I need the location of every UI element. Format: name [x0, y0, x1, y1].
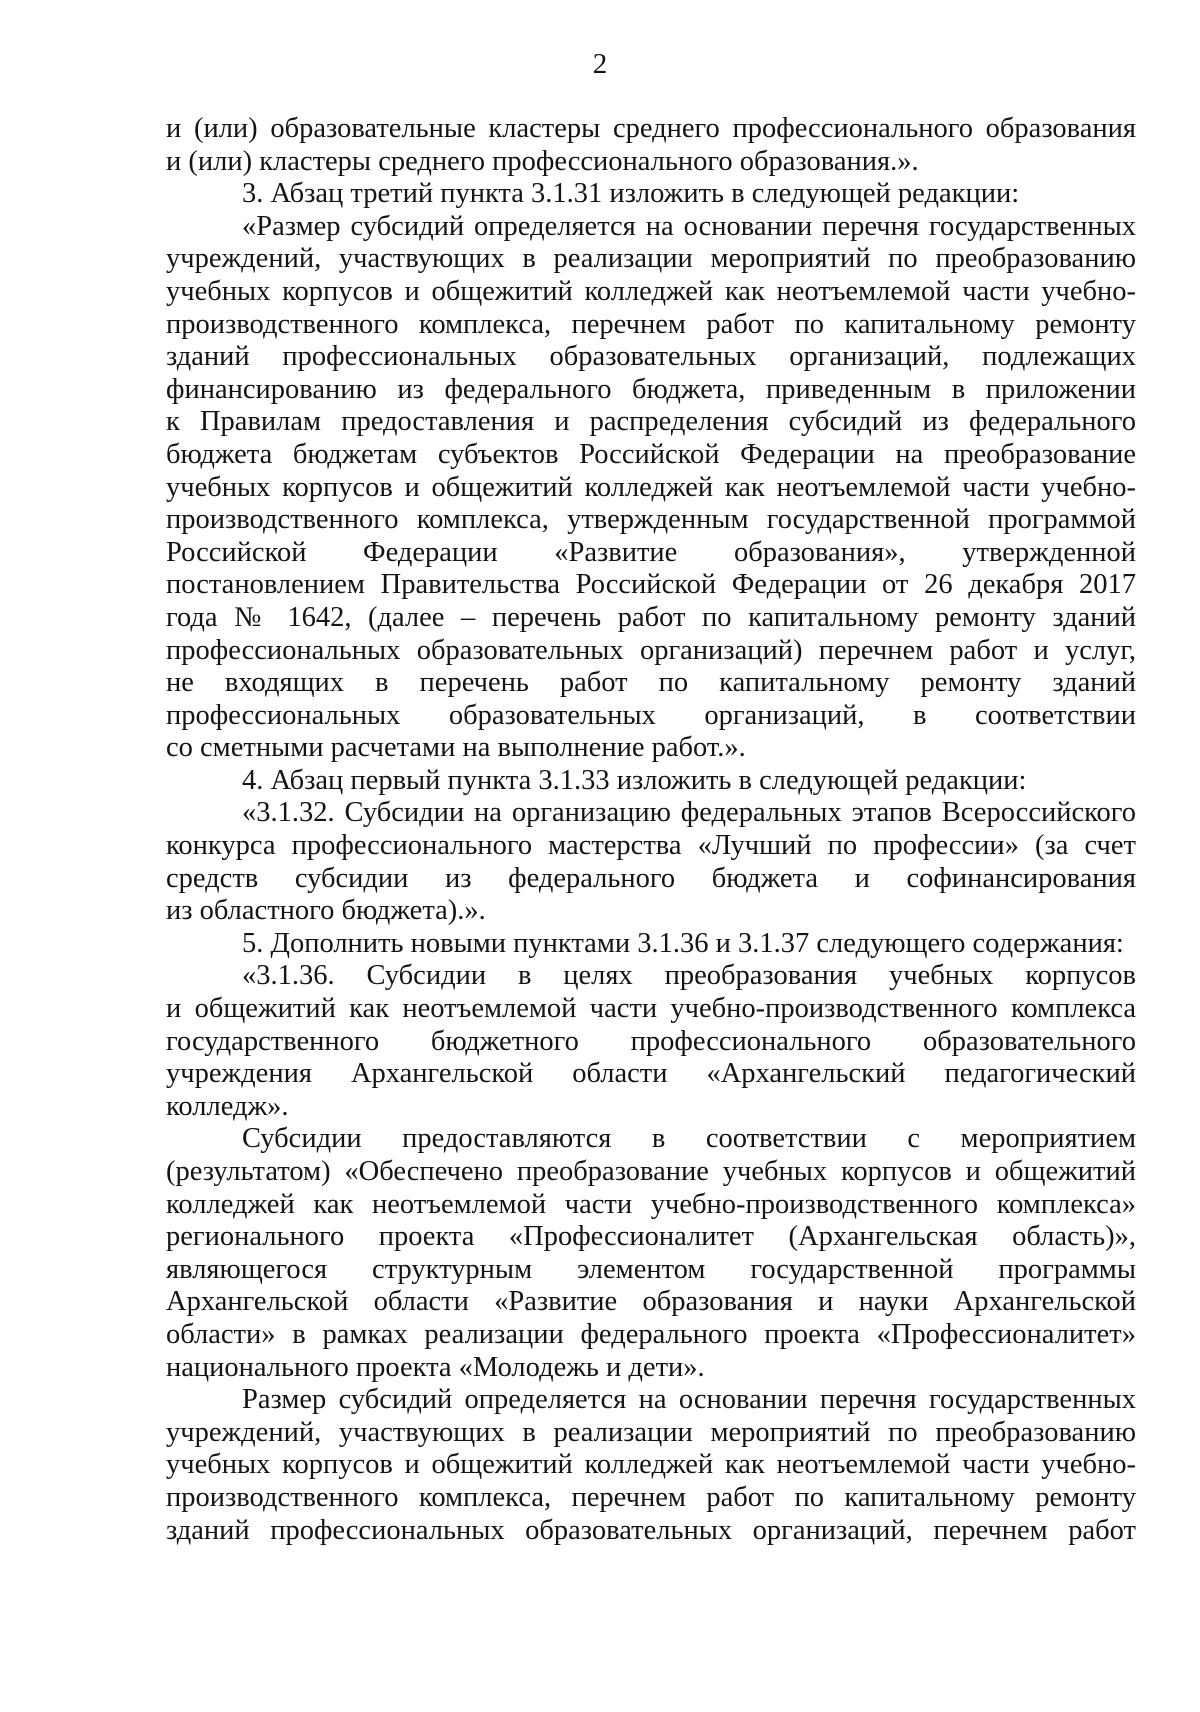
text-line: со сметными расчетами на выполнение работ.». — [166, 732, 746, 764]
page-number: 2 — [592, 48, 608, 80]
text-line: колледж». — [166, 1090, 289, 1122]
text-line: профессиональных образовательных организаций) перечнем работ и услуг, — [166, 634, 1136, 666]
text-line: национального проекта «Молодежь и дети». — [166, 1351, 705, 1383]
text-line: из областного бюджета).». — [166, 895, 486, 927]
text-line: Российской Федерации «Развитие образования», утвержденной — [166, 536, 1136, 568]
text-line: зданий профессиональных образовательных организаций, перечнем работ — [166, 1514, 1136, 1546]
text-line: профессиональных образовательных организаций, в соответствии — [166, 699, 1136, 731]
text-line: производственного комплекса, перечнем работ по капитальному ремонту — [166, 308, 1136, 340]
text-line: учреждений, участвующих в реализации мероприятий по преобразованию — [166, 1416, 1136, 1448]
text-line: колледжей как неотъемлемой части учебно-производственного комплекса» — [166, 1188, 1136, 1220]
text-line: и общежитий как неотъемлемой части учебно-производственного комплекса — [166, 993, 1136, 1025]
document-body — [166, 113, 1136, 1547]
text-line: 5. Дополнить новыми пунктами 3.1.36 и 3.1.37 следующего содержания: — [242, 927, 1124, 959]
text-line: учебных корпусов и общежитий колледжей как неотъемлемой части учебно- — [166, 1449, 1136, 1481]
text-line: бюджета бюджетам субъектов Российской Федерации на преобразование — [166, 438, 1136, 470]
text-line: являющегося структурным элементом государственной программы — [166, 1253, 1136, 1285]
text-line: Архангельской области «Развитие образования и науки Архангельской — [166, 1286, 1136, 1318]
text-line: производственного комплекса, перечнем работ по капитальному ремонту — [166, 1481, 1136, 1513]
text-line: Размер субсидий определяется на основании перечня государственных — [242, 1384, 1136, 1416]
text-line: учреждений, участвующих в реализации мероприятий по преобразованию — [166, 243, 1136, 275]
text-line: и (или) образовательные кластеры среднего профессионального образования — [166, 113, 1136, 144]
text-line: регионального проекта «Профессионалитет (Архангельская область)», — [166, 1221, 1136, 1253]
text-line: учебных корпусов и общежитий колледжей как неотъемлемой части учебно- — [166, 471, 1136, 503]
text-line: и (или) кластеры среднего профессионального образования.». — [166, 145, 919, 177]
text-line: зданий профессиональных образовательных организаций, подлежащих — [166, 341, 1136, 373]
text-line: года № 1642, (далее – перечень работ по капитальному ремонту зданий — [166, 601, 1136, 633]
text-line: 3. Абзац третий пункта 3.1.31 изложить в следующей редакции: — [242, 178, 1020, 210]
text-line: производственного комплекса, утвержденным государственной программой — [166, 504, 1136, 536]
text-line: средств субсидии из федерального бюджета и софинансирования — [166, 862, 1136, 894]
text-line: не входящих в перечень работ по капитальному ремонту зданий — [166, 667, 1136, 699]
text-line: области» в рамках реализации федерального проекта «Профессионалитет» — [166, 1318, 1136, 1350]
text-line: учебных корпусов и общежитий колледжей как неотъемлемой части учебно- — [166, 275, 1136, 307]
text-line: учреждения Архангельской области «Архангельский педагогический — [166, 1058, 1136, 1090]
text-line: государственного бюджетного профессионального образовательного — [166, 1025, 1136, 1057]
text-line: «3.1.36. Субсидии в целях преобразования учебных корпусов — [242, 960, 1136, 992]
text-line: к Правилам предоставления и распределения субсидий из федерального — [166, 406, 1136, 438]
text-line: постановлением Правительства Российской Федерации от 26 декабря 2017 — [166, 569, 1136, 601]
text-line: конкурса профессионального мастерства «Лучший по профессии» (за счет — [166, 830, 1136, 862]
text-line: финансированию из федерального бюджета, приведенным в приложении — [166, 373, 1136, 405]
text-line: «Размер субсидий определяется на основании перечня государственных — [242, 210, 1136, 242]
text-line: (результатом) «Обеспечено преобразование учебных корпусов и общежитий — [166, 1156, 1136, 1187]
text-line: Субсидии предоставляются в соответствии с мероприятием — [242, 1123, 1136, 1155]
text-line: 4. Абзац первый пункта 3.1.33 изложить в следующей редакции: — [242, 764, 1027, 796]
text-line: «3.1.32. Субсидии на организацию федеральных этапов Всероссийского — [242, 797, 1136, 829]
